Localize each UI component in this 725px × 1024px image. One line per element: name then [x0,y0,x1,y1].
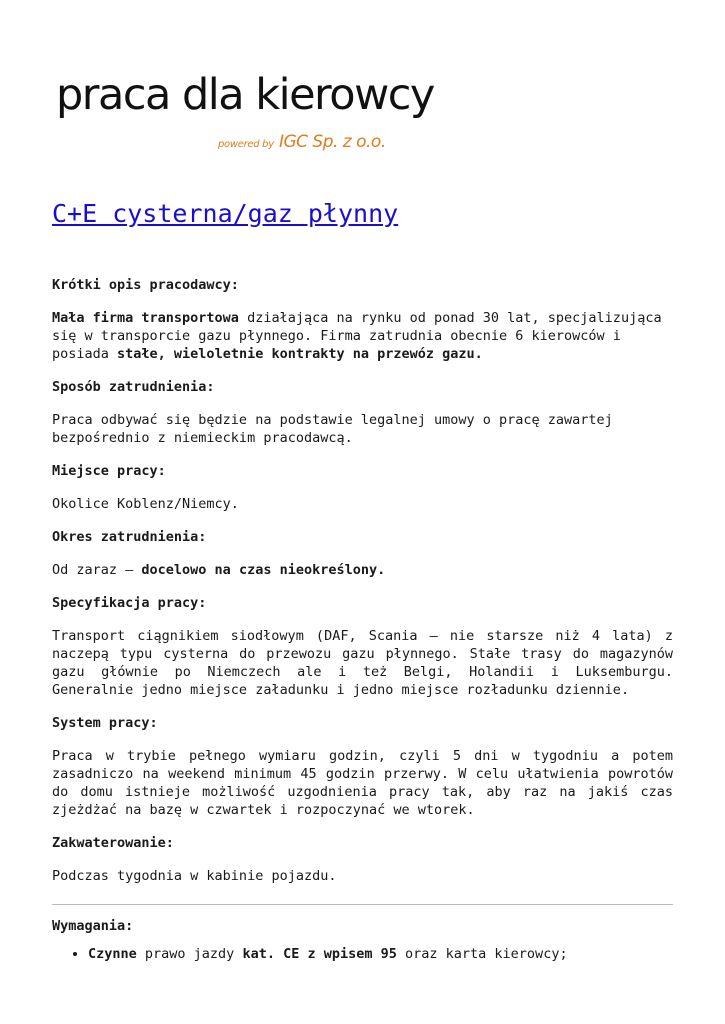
article-title [52,196,673,232]
req1-text-1: prawo jazdy [136,946,243,962]
housing-text: Podczas tygodnia w kabinie pojazdu. [52,868,337,884]
spec-text: Transport ciągnikiem siodłowym (DAF, Scania – nie starsze niż 4 lata) z naczepą typu cysterna do przewozu gazu płynnego. Stałe trasy do magazynów gazu głównie po Niemczech ale i też Belgi, Holandii i Luksemburgu. Generalnie jedno miejsce załadunku i jedno miejsce rozładunku dziennie. [52,628,673,698]
location-heading: Miejsce pracy: [52,463,166,479]
company-name: IGC Sp. z o.o. [278,132,386,152]
employer-bold-2: stałe, wieloletnie kontrakty na przewóz gazu. [117,346,483,362]
article-content [52,196,673,963]
logo-title: praca dla kierowcy [56,70,434,120]
section-divider [52,904,673,905]
req1-bold-1: Czynne [88,946,137,962]
employer-description [52,309,673,363]
requirements-list [52,945,673,963]
logo-powered-by [218,132,386,152]
system-heading: System pracy: [52,715,158,731]
housing-heading: Zakwaterowanie: [52,835,174,851]
req1-bold-2: kat. CE z wpisem 95 [242,946,397,962]
system-text: Praca w trybie pełnego wymiaru godzin, czyli 5 dni w tygodniu a potem zasadniczo na weekend minimum 45 godzin przerwy. W celu ułatwienia powrotów do domu istnieje możliwość uzgodnienia pracy tak, aby raz na jakiś czas zjeżdżać na bazę w czwartek i rozpoczynać we wtorek. [52,748,673,818]
period-text: Od zaraz – [52,562,142,578]
employer-bold-1: Mała firma transportowa [52,310,239,326]
spec-heading: Specyfikacja pracy: [52,595,207,611]
req1-text-2: oraz karta kierowcy; [396,946,568,962]
period-bold: docelowo na czas nieokreślony. [141,562,386,578]
requirement-item [88,945,673,963]
employer-heading: Krótki opis pracodawcy: [52,277,239,293]
site-logo[interactable] [56,70,434,152]
location-text: Okolice Koblenz/Niemcy. [52,496,239,512]
period-heading: Okres zatrudnienia: [52,529,207,545]
employment-text: Praca odbywać się będzie na podstawie legalnej umowy o pracę zawartej bezpośrednio z niemieckim pracodawcą. [52,412,613,446]
article-title-link[interactable]: C+E cysterna/gaz płynny [52,199,399,228]
powered-by-label: powered by [218,139,274,150]
requirements-heading: Wymagania: [52,918,134,934]
period-description [52,561,673,579]
employer-text-1: działająca na rynku od ponad 30 lat, specjalizująca się w transporcie gazu płynnego. Firma zatrudnia obecnie 6 kierowców i posiada [52,310,662,362]
employment-heading: Sposób zatrudnienia: [52,379,215,395]
